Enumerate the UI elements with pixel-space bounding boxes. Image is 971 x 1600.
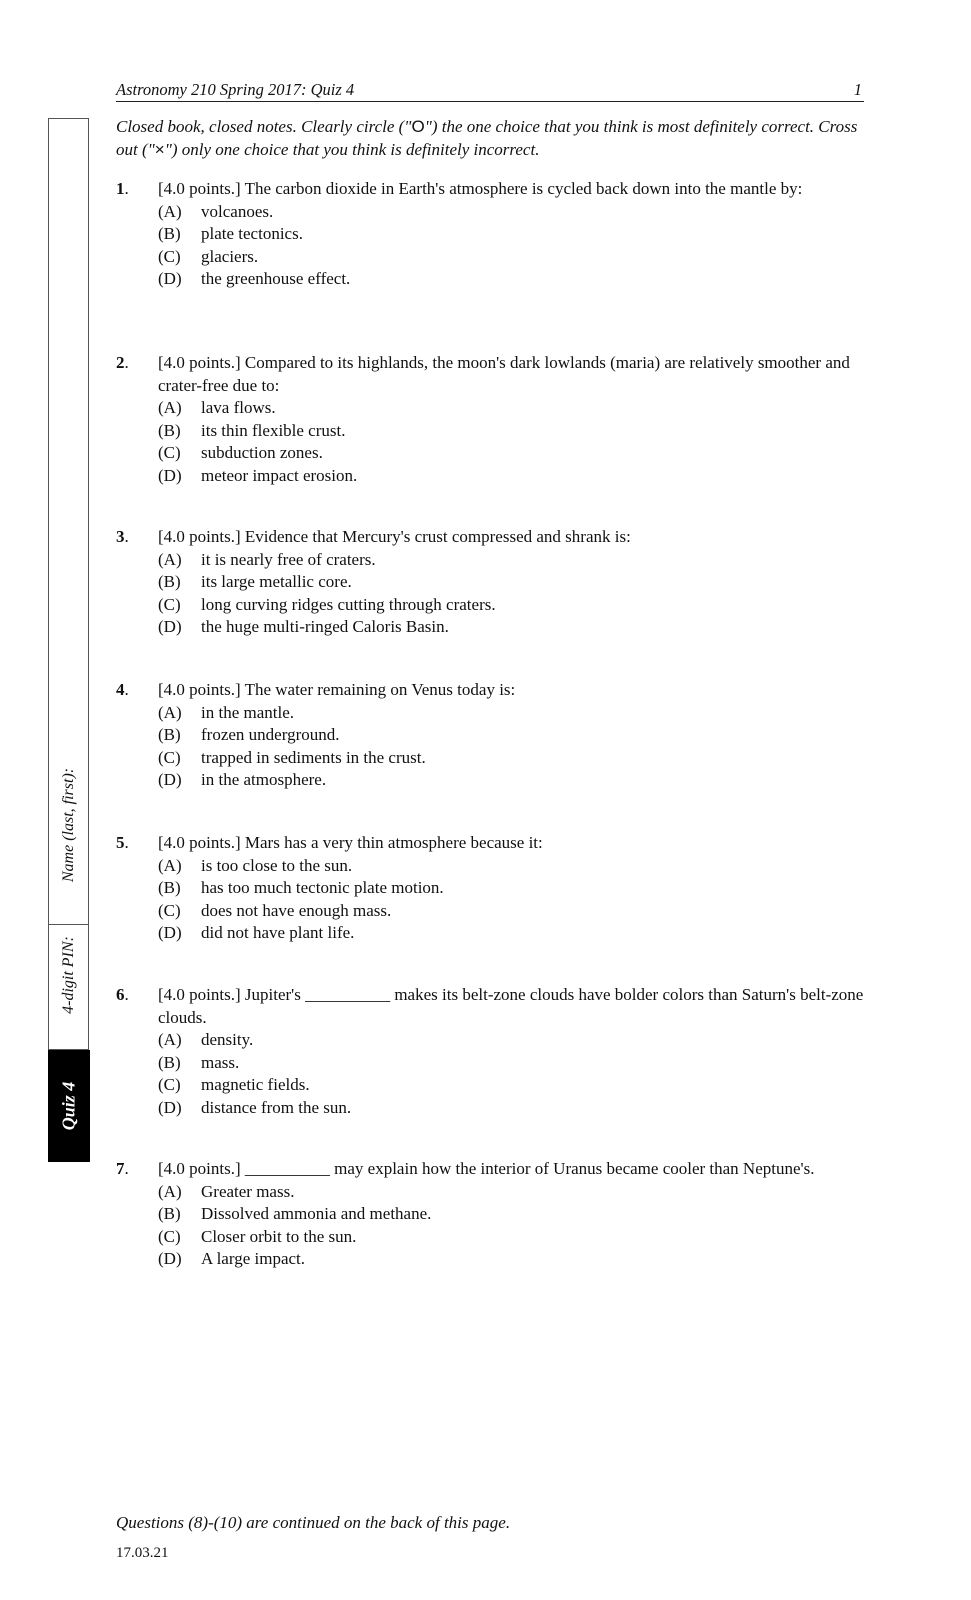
question-6 bbox=[116, 984, 876, 1119]
answer-choice[interactable] bbox=[158, 855, 876, 878]
question-4 bbox=[116, 679, 876, 792]
choice-letter: (C) bbox=[158, 1226, 181, 1246]
question-number-value: 5 bbox=[116, 833, 125, 852]
answer-choice[interactable] bbox=[158, 420, 876, 443]
answer-choice[interactable] bbox=[158, 1203, 876, 1226]
answer-choice[interactable] bbox=[158, 616, 876, 639]
choice-letter: (A) bbox=[158, 549, 182, 569]
student-info-sidebar bbox=[48, 118, 90, 1162]
page-number: 1 bbox=[853, 80, 862, 99]
choice-text: mass. bbox=[201, 1052, 240, 1072]
choice-letter: (A) bbox=[158, 201, 182, 221]
choice-letter: (A) bbox=[158, 398, 182, 417]
pin-label: 4-digit PIN: bbox=[60, 936, 77, 1014]
question-stem: [4.0 points.] Jupiter's __________ makes its belt-zone clouds have bolder colors than Saturn's belt-zone clouds. bbox=[158, 985, 864, 1027]
question-number-value: 6 bbox=[116, 985, 125, 1004]
choice-letter: (D) bbox=[158, 465, 182, 485]
name-field-box bbox=[48, 118, 89, 924]
answer-choice[interactable] bbox=[158, 702, 876, 725]
answer-choice[interactable] bbox=[158, 900, 876, 923]
answer-choice[interactable] bbox=[158, 1181, 876, 1204]
name-label: Name (last, first): bbox=[60, 767, 77, 883]
question-stem: [4.0 points.] Mars has a very thin atmosphere because it: bbox=[158, 833, 543, 852]
question-stem: [4.0 points.] The water remaining on Venus today is: bbox=[158, 680, 516, 699]
question-7 bbox=[116, 1158, 876, 1271]
choice-letter: (C) bbox=[158, 900, 181, 920]
choice-letter: (D) bbox=[158, 770, 182, 789]
choice-text: Greater mass. bbox=[201, 1181, 295, 1201]
question-stem: [4.0 points.] __________ may explain how the interior of Uranus became cooler than Neptune's. bbox=[158, 1159, 815, 1178]
choice-text: Dissolved ammonia and methane. bbox=[201, 1204, 432, 1223]
answer-choice[interactable] bbox=[158, 747, 876, 770]
choice-letter: (C) bbox=[158, 1075, 181, 1094]
choice-text: long curving ridges cutting through craters. bbox=[201, 594, 496, 614]
answer-choice[interactable] bbox=[158, 549, 876, 572]
question-number: 7. bbox=[116, 1159, 129, 1178]
date-stamp: 17.03.21 bbox=[116, 1545, 169, 1561]
question-stem: [4.0 points.] Evidence that Mercury's crust compressed and shrank is: bbox=[158, 527, 631, 546]
question-number: 1. bbox=[116, 179, 129, 198]
choice-text: subduction zones. bbox=[201, 443, 323, 462]
question-number: 4. bbox=[116, 680, 129, 699]
answer-choice[interactable] bbox=[158, 442, 876, 465]
choice-text: lava flows. bbox=[201, 398, 276, 417]
question-1 bbox=[116, 178, 876, 291]
choice-text: Closer orbit to the sun. bbox=[201, 1226, 357, 1246]
quiz-label: Quiz 4 bbox=[58, 1081, 79, 1131]
answer-choice[interactable] bbox=[158, 246, 876, 269]
choice-letter: (D) bbox=[158, 1249, 182, 1268]
question-2 bbox=[116, 352, 876, 487]
choice-text: distance from the sun. bbox=[201, 1097, 352, 1117]
answer-choice[interactable] bbox=[158, 1052, 876, 1075]
continued-note: Questions (8)-(10) are continued on the back of this page. bbox=[116, 1513, 511, 1532]
cross-glyph: × bbox=[154, 140, 165, 159]
choice-letter: (C) bbox=[158, 594, 181, 614]
choice-letter: (C) bbox=[158, 747, 181, 767]
choice-text: glaciers. bbox=[201, 246, 259, 266]
question-number-value: 2 bbox=[116, 353, 125, 372]
choice-letter: (B) bbox=[158, 420, 181, 440]
choice-text: frozen underground. bbox=[201, 725, 340, 744]
answer-choice[interactable] bbox=[158, 594, 876, 617]
question-5 bbox=[116, 832, 876, 945]
quiz-title: Astronomy 210 Spring 2017: Quiz 4 bbox=[116, 80, 355, 99]
choice-text: has too much tectonic plate motion. bbox=[201, 878, 444, 897]
choice-text: trapped in sediments in the crust. bbox=[201, 747, 426, 767]
choice-letter: (C) bbox=[158, 246, 181, 266]
question-stem: [4.0 points.] The carbon dioxide in Earth's atmosphere is cycled back down into the mantle by: bbox=[158, 179, 803, 198]
question-number: 5. bbox=[116, 833, 129, 852]
question-number-value: 3 bbox=[116, 527, 125, 546]
choice-text: is too close to the sun. bbox=[201, 855, 353, 875]
answer-choice[interactable] bbox=[158, 268, 876, 291]
choice-text: volcanoes. bbox=[201, 201, 274, 221]
answer-choice[interactable] bbox=[158, 1226, 876, 1249]
choice-letter: (A) bbox=[158, 855, 182, 875]
choice-letter: (B) bbox=[158, 1052, 181, 1072]
instructions-text-3: ") only one choice that you think is definitely incorrect. bbox=[164, 140, 540, 159]
choice-text: did not have plant life. bbox=[201, 923, 355, 942]
choice-letter: (A) bbox=[158, 1030, 182, 1049]
answer-choice[interactable] bbox=[158, 397, 876, 420]
choice-letter: (B) bbox=[158, 1204, 181, 1223]
choice-text: density. bbox=[201, 1030, 254, 1049]
question-number-value: 4 bbox=[116, 680, 125, 699]
choice-letter: (B) bbox=[158, 878, 181, 897]
question-3 bbox=[116, 526, 876, 639]
choice-text: the greenhouse effect. bbox=[201, 269, 351, 288]
answer-choice[interactable] bbox=[158, 724, 876, 747]
choice-text: its large metallic core. bbox=[201, 572, 352, 591]
choice-letter: (B) bbox=[158, 725, 181, 744]
choice-letter: (B) bbox=[158, 224, 181, 243]
choice-letter: (D) bbox=[158, 617, 182, 636]
answer-choice[interactable] bbox=[158, 922, 876, 945]
choice-letter: (D) bbox=[158, 269, 182, 288]
choice-text: meteor impact erosion. bbox=[201, 465, 358, 485]
question-number: 6. bbox=[116, 985, 129, 1004]
answer-choice[interactable] bbox=[158, 223, 876, 246]
answer-choice[interactable] bbox=[158, 1074, 876, 1097]
choice-letter: (D) bbox=[158, 1097, 182, 1117]
answer-choice[interactable] bbox=[158, 571, 876, 594]
circle-glyph: O bbox=[411, 117, 425, 136]
choice-text: does not have enough mass. bbox=[201, 900, 392, 920]
question-number-value: 1 bbox=[116, 179, 125, 198]
choice-letter: (C) bbox=[158, 443, 181, 462]
choice-text: it is nearly free of craters. bbox=[201, 549, 376, 569]
answer-choice[interactable] bbox=[158, 877, 876, 900]
instructions-text-2: ") the one choice that you think is most definitely correct. Cross out (" bbox=[116, 117, 858, 159]
answer-choice[interactable] bbox=[158, 465, 876, 488]
choice-letter: (A) bbox=[158, 1181, 182, 1201]
answer-choice[interactable] bbox=[158, 1248, 876, 1271]
question-number: 2. bbox=[116, 353, 129, 372]
choice-text: in the mantle. bbox=[201, 702, 295, 722]
answer-choice[interactable] bbox=[158, 1029, 876, 1052]
answer-choice[interactable] bbox=[158, 201, 876, 224]
choice-text: magnetic fields. bbox=[201, 1075, 310, 1094]
quiz-label-box bbox=[48, 1050, 90, 1162]
choice-text: its thin flexible crust. bbox=[201, 420, 346, 440]
question-number: 3. bbox=[116, 527, 129, 546]
question-stem: [4.0 points.] Compared to its highlands, the moon's dark lowlands (maria) are relatively smoother and crater-free due to: bbox=[158, 353, 850, 395]
instructions bbox=[116, 115, 876, 161]
choice-letter: (B) bbox=[158, 572, 181, 591]
choice-text: the huge multi-ringed Caloris Basin. bbox=[201, 617, 449, 636]
instructions-text-1: Closed book, closed notes. Clearly circle (" bbox=[116, 117, 412, 136]
answer-choice[interactable] bbox=[158, 1097, 876, 1120]
question-number-value: 7 bbox=[116, 1159, 125, 1178]
choice-text: plate tectonics. bbox=[201, 224, 303, 243]
choice-text: A large impact. bbox=[201, 1249, 306, 1268]
choice-text: in the atmosphere. bbox=[201, 770, 327, 789]
choice-letter: (A) bbox=[158, 702, 182, 722]
page-header bbox=[116, 80, 864, 102]
pin-field-box bbox=[48, 924, 89, 1050]
answer-choice[interactable] bbox=[158, 769, 876, 792]
choice-letter: (D) bbox=[158, 923, 182, 942]
